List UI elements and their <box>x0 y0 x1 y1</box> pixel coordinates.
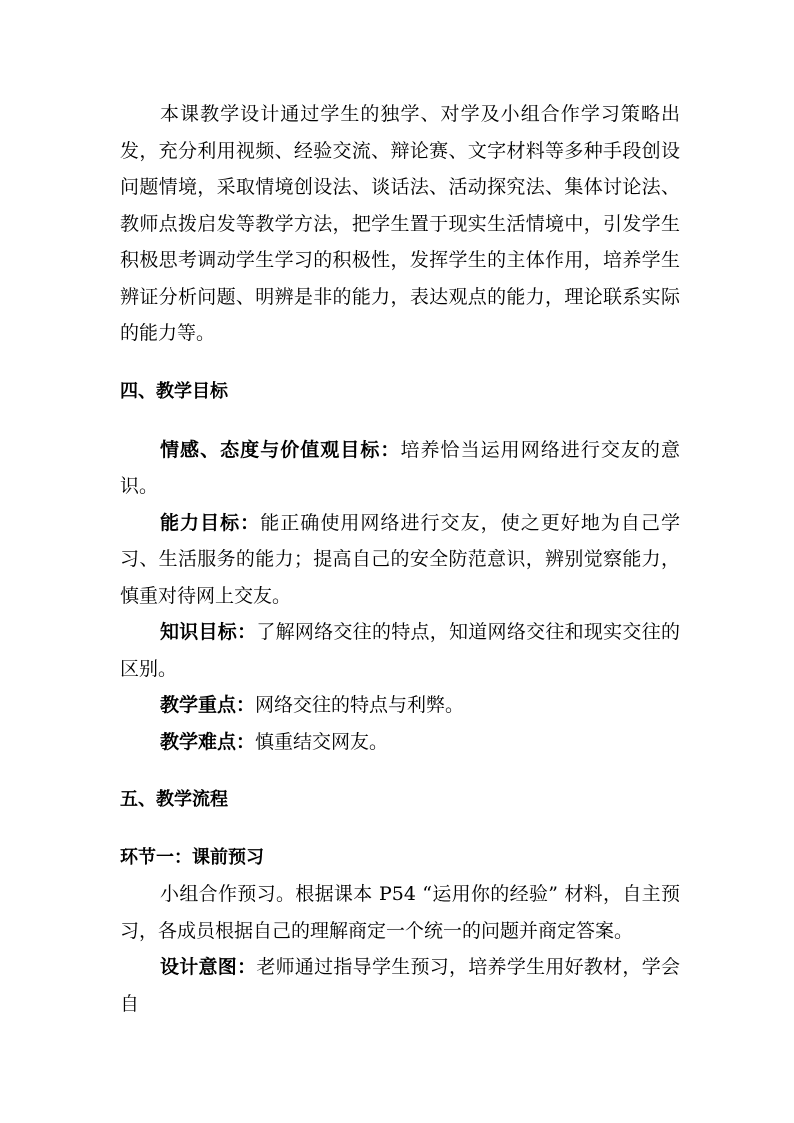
design-intent <box>120 949 680 1022</box>
goal-text: 能正确使用网络进行交友，使之更好地为自己学习、生活服务的能力；提高自己的安全防范意识，辨别觉察能力，慎重对待网上交友。 <box>120 511 680 607</box>
document-page <box>120 96 680 1022</box>
design-intent-text: 老师通过指导学生预习，培养学生用好教材，学会自 <box>120 956 680 1015</box>
goal-knowledge <box>120 614 680 687</box>
goal-text: 网络交往的特点与利弊。 <box>255 694 465 716</box>
section-heading-process: 五、教学流程 <box>120 789 228 810</box>
intro-paragraph: 本课教学设计通过学生的独学、对学及小组合作学习策略出发，充分利用视频、经验交流、辩论赛、文字材料等多种手段创设问题情境，采取情境创设法、谈话法、活动探究法、集体讨论法、教师点拨启发等教学方法，把学生置于现实生活情境中，引发学生积极思考调动学生学习的积极性，发挥学生的主体作用，培养学生辨证分析问题、明辨是非的能力，表达观点的能力，理论联系实际的能力等。 <box>120 103 680 344</box>
goal-label: 能力目标： <box>160 511 261 534</box>
teaching-key-point <box>120 687 680 724</box>
goal-label: 知识目标： <box>160 621 257 643</box>
section-heading-goals: 四、教学目标 <box>120 380 228 402</box>
goal-emotion <box>120 432 680 505</box>
goal-text: 慎重结交网友。 <box>255 730 389 753</box>
step-heading: 环节一：课前预习 <box>120 847 264 868</box>
goal-ability <box>120 505 680 615</box>
goal-text: 培养恰当运用网络进行交友的意识。 <box>120 438 680 497</box>
goal-label: 教学难点： <box>160 730 256 753</box>
goal-label: 教学重点： <box>160 694 256 716</box>
design-intent-label: 设计意图： <box>160 956 257 978</box>
goal-text: 了解网络交往的特点，知道网络交往和现实交往的区别。 <box>120 621 680 680</box>
teaching-difficulty <box>120 724 680 761</box>
step-paragraph: 小组合作预习。根据课本 P54 “运用你的经验” 材料，自主预习，各成员根据自己的理解商定一个统一的问题并商定答案。 <box>120 883 680 942</box>
goal-label: 情感、态度与价值观目标： <box>160 438 401 461</box>
